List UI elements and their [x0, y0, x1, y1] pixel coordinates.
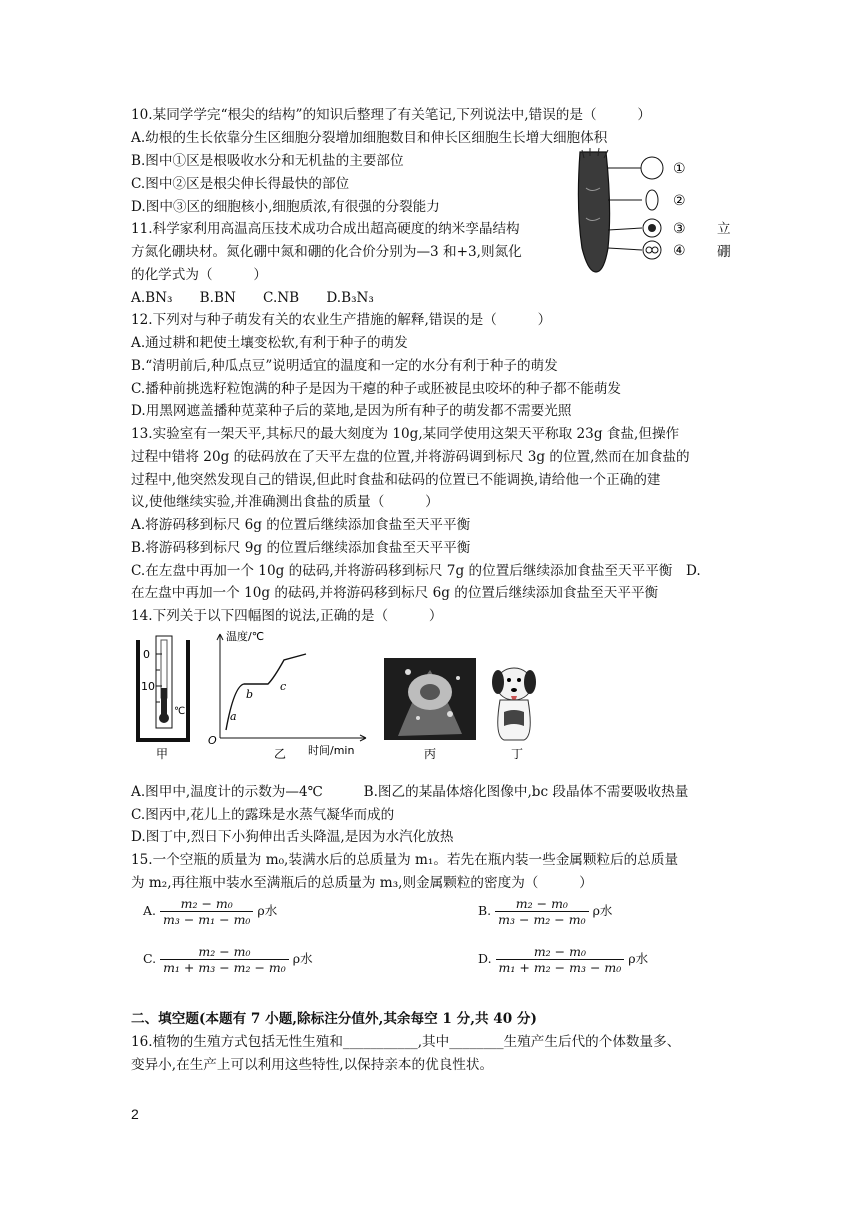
root-tip-figure: [572, 148, 696, 276]
point-b: b: [246, 688, 254, 701]
caption-yi: 乙: [274, 747, 287, 761]
text-line: A.BN₃ B.BN C.NB D.B₃N₃: [131, 290, 374, 306]
text-line: A.图甲中,温度计的示数为—4℃ B.图乙的某晶体熔化图像中,bc 段晶体不需要吸收热量: [131, 784, 689, 800]
caption-jia: 甲: [156, 747, 169, 761]
option-a-formula: A. $\frac{\text{m₂ − m₀}}{\text{m₃ − m₁ − m₀}}$ ρ水: [143, 896, 278, 927]
text-line: 议,使他继续实验,并准确测出食盐的质量（ ）: [131, 494, 439, 510]
text-line: C.播种前挑选籽粒饱满的种子是因为干瘪的种子或胚被昆虫咬坏的种子都不能萌发: [131, 381, 622, 397]
text-line: B.“清明前后,种瓜点豆”说明适宜的温度和一定的水分有利于种子的萌发: [131, 358, 558, 374]
text-line: D.用黑网遮盖播种苋菜种子后的菜地,是因为所有种子的萌发都不需要光照: [131, 403, 572, 419]
text-fragment: 硼: [717, 244, 731, 260]
text-line: D.图丁中,烈日下小狗伸出舌头降温,是因为水汽化放热: [131, 829, 454, 845]
text-line: C.图中②区是根尖伸长得最快的部位: [131, 176, 350, 192]
text-line: C.在左盘中再加一个 10g 的砝码,并将游码移到标尺 7g 的位置后继续添加食盐至天平平衡 D.: [131, 563, 701, 579]
y-axis-label: 温度/℃: [226, 630, 265, 643]
label-3: ③: [673, 221, 686, 237]
thermometer-figure: [136, 636, 190, 761]
caption-ding: 丁: [511, 747, 524, 761]
text-line: 16.植物的生殖方式包括无性生殖和___________,其中________生殖产生后代的个体数量多、: [131, 1034, 681, 1050]
point-c: c: [280, 680, 287, 693]
text-line: B.图中①区是根吸收水分和无机盐的主要部位: [131, 153, 404, 169]
x-axis-label: 时间/min: [308, 744, 355, 757]
label-2: ②: [673, 193, 686, 209]
text-line: 11.科学家利用高温高压技术成功合成出超高硬度的纳米孪晶结构: [131, 221, 520, 237]
text-line: A.将游码移到标尺 6g 的位置后继续添加食盐至天平平衡: [131, 517, 471, 533]
text-line: 为 m₂,再往瓶中装水至满瓶后的总质量为 m₃,则金属颗粒的密度为（ ）: [131, 875, 593, 891]
text-line: 14.下列关于以下四幅图的说法,正确的是（ ）: [131, 608, 443, 624]
tick-10: 10: [141, 680, 155, 693]
option-b-formula: B. $\frac{\text{m₂ − m₀}}{\text{m₃ − m₂ − m₀}}$ ρ水: [478, 896, 613, 927]
origin-label: O: [208, 734, 217, 747]
label-4: ④: [673, 243, 686, 259]
text-line: 过程中,他突然发现自己的错误,但此时食盐和砝码的位置已不能调换,请给他一个正确的建: [131, 472, 661, 488]
dog-image: [492, 668, 536, 761]
q14-figure-panel: [128, 626, 548, 764]
text-line: C.图丙中,花儿上的露珠是水蒸气凝华而成的: [131, 807, 395, 823]
point-a: a: [230, 710, 237, 723]
text-line: A.幼根的生长依靠分生区细胞分裂增加细胞数目和伸长区细胞生长增大细胞体积: [131, 130, 608, 146]
text-line: 的化学式为（ ）: [131, 267, 267, 283]
section-heading: 二、填空题(本题有 7 小题,除标注分值外,其余每空 1 分,共 40 分): [131, 1011, 537, 1027]
text-line: 方氮化硼块材。氮化硼中氮和硼的化合价分别为—3 和+3,则氮化: [131, 244, 522, 260]
melting-graph: [208, 629, 366, 761]
tick-0: 0: [143, 648, 150, 661]
text-line: B.将游码移到标尺 9g 的位置后继续添加食盐至天平平衡: [131, 540, 471, 556]
flower-photo: [384, 658, 476, 761]
text-line: 过程中错将 20g 的砝码放在了天平左盘的位置,并将游码调到标尺 3g 的位置,然而在加食盐的: [131, 449, 690, 465]
text-line: A.通过耕和耙使土壤变松软,有利于种子的萌发: [131, 335, 408, 351]
unit-label: ℃: [174, 706, 186, 717]
text-line: D.图中③区的细胞核小,细胞质浓,有很强的分裂能力: [131, 199, 440, 215]
text-line: 在左盘中再加一个 10g 的砝码,并将游码移到标尺 6g 的位置后继续添加食盐至天平平衡: [131, 585, 659, 601]
text-fragment: 立: [717, 221, 731, 237]
label-1: ①: [673, 161, 686, 177]
option-d-formula: D. $\frac{\text{m₂ − m₀}}{\text{m₁ + m₂ − m₃ − m₀}}$ ρ水: [478, 944, 649, 975]
option-c-formula: C. $\frac{\text{m₂ − m₀}}{\text{m₁ + m₃ − m₂ − m₀}}$ ρ水: [143, 944, 313, 975]
text-line: 15.一个空瓶的质量为 m₀,装满水后的总质量为 m₁。若先在瓶内装一些金属颗粒后的总质量: [131, 852, 679, 868]
text-line: 10.某同学学完“根尖的结构”的知识后整理了有关笔记,下列说法中,错误的是（ ）: [131, 107, 651, 123]
text-line: 13.实验室有一架天平,其标尺的最大刻度为 10g,某同学使用这架天平称取 23g 食盐,但操作: [131, 426, 680, 442]
page-number: 2: [131, 1106, 139, 1122]
caption-bing: 丙: [424, 747, 437, 761]
text-line: 12.下列对与种子萌发有关的农业生产措施的解释,错误的是（ ）: [131, 312, 552, 328]
text-line: 变异小,在生产上可以利用这些特性,以保持亲本的优良性状。: [131, 1057, 494, 1073]
